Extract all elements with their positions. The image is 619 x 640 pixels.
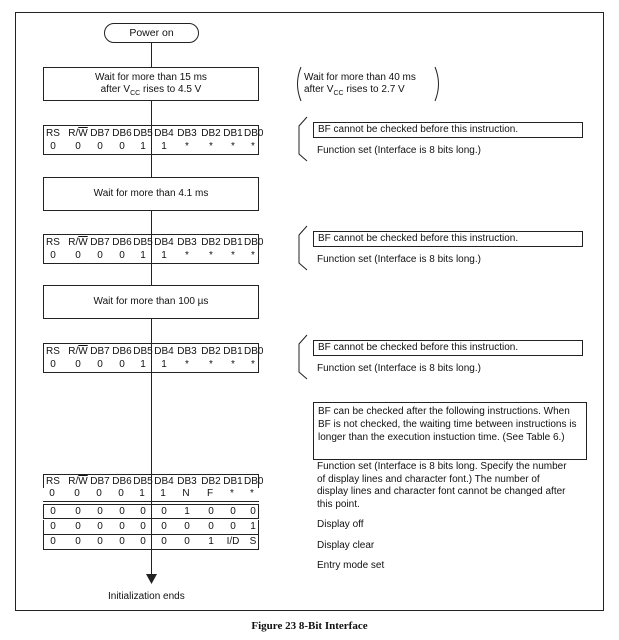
bf-cannot-note-3: BF cannot be checked before this instruction. — [313, 340, 583, 356]
entry-mode-note: Entry mode set — [317, 560, 385, 571]
register-header-row — [44, 127, 264, 140]
bit-db7: 0 — [97, 521, 103, 532]
bit-db2: F — [206, 488, 214, 499]
bit-db7: 0 — [97, 250, 103, 261]
bit-db4: 1 — [160, 488, 166, 499]
header-rs: RS — [46, 346, 60, 357]
bit-rs: 0 — [50, 250, 56, 261]
figure-caption: Figure 23 8-Bit Interface — [251, 620, 368, 632]
header-db5: DB5 — [133, 237, 153, 248]
bit-db2: * — [209, 359, 213, 370]
header-db2: DB2 — [201, 128, 221, 139]
final-row-function-set — [43, 487, 259, 502]
bit-rw: 0 — [75, 250, 81, 261]
register-value-row — [44, 140, 258, 153]
bit-db3: * — [185, 250, 189, 261]
bit-db7: 0 — [96, 488, 102, 499]
wait-40ms-line1: Wait for more than 40 ms — [304, 72, 416, 83]
bit-rw: 0 — [75, 506, 81, 517]
bit-db2: * — [209, 250, 213, 261]
header-rw: $R/\overline{W}$ — [68, 476, 88, 487]
header-db5: DB5 — [133, 128, 153, 139]
header-db3: DB3 — [177, 237, 197, 248]
header-db6: DB6 — [112, 346, 132, 357]
register-block-1 — [43, 125, 264, 155]
bit-db1: * — [231, 250, 235, 261]
register-value-row — [44, 358, 258, 371]
header-db0: DB0 — [244, 476, 264, 487]
bit-db4: 1 — [161, 359, 167, 370]
header-db6: DB6 — [112, 128, 132, 139]
function-set-note-2: Function set (Interface is 8 bits long.) — [317, 254, 481, 265]
bit-db2: 0 — [208, 521, 214, 532]
power-on-terminator — [104, 23, 199, 43]
bit-rs: 0 — [50, 536, 56, 547]
bit-db5: 0 — [140, 506, 146, 517]
brace-3-icon — [296, 334, 308, 380]
bit-db0: 0 — [250, 506, 256, 517]
header-db2: DB2 — [201, 237, 221, 248]
header-db4: DB4 — [154, 346, 174, 357]
bit-rw: 0 — [75, 521, 81, 532]
bit-rs: 0 — [49, 488, 55, 499]
bit-db6: 0 — [119, 359, 125, 370]
bf-can-note: BF can be checked after the following instructions. When BF is not checked, the waiting time between instructions is longer than the execution instuction time. (See Table 6.) — [313, 402, 587, 460]
header-db5: DB5 — [133, 346, 153, 357]
header-db0: DB0 — [244, 237, 264, 248]
header-db1: DB1 — [223, 346, 243, 357]
wait-40ms-line2: after $V_{CC}$ rises to 2.7 V — [304, 84, 405, 97]
bit-db6: 0 — [119, 250, 125, 261]
header-rw: $R/\overline{W}$ — [68, 128, 88, 139]
bit-db1: * — [231, 141, 235, 152]
header-db0: DB0 — [244, 346, 264, 357]
bit-db0: * — [251, 359, 255, 370]
wait-4-1ms-box: Wait for more than 4.1 ms — [43, 177, 259, 211]
function-set-note-3: Function set (Interface is 8 bits long.) — [317, 363, 481, 374]
header-db1: DB1 — [223, 476, 243, 487]
header-db3: DB3 — [177, 476, 197, 487]
register-block-2 — [43, 234, 264, 264]
bit-db7: 0 — [97, 506, 103, 517]
bit-db5: 1 — [140, 141, 146, 152]
bit-db0: S — [249, 536, 257, 547]
bit-rs: 0 — [50, 359, 56, 370]
bit-db6: 0 — [119, 521, 125, 532]
header-db4: DB4 — [154, 128, 174, 139]
bit-db0: * — [250, 488, 254, 499]
header-rs: RS — [46, 128, 60, 139]
bit-rw: 0 — [75, 359, 81, 370]
bit-db1: 0 — [230, 506, 236, 517]
bit-db4: 1 — [161, 250, 167, 261]
bit-db3: * — [185, 141, 189, 152]
bit-db6: 0 — [119, 141, 125, 152]
bit-db1: 0 — [230, 521, 236, 532]
header-db7: DB7 — [90, 476, 110, 487]
bit-db0: * — [251, 250, 255, 261]
bit-db5: 1 — [140, 250, 146, 261]
bit-db4: 0 — [161, 536, 167, 547]
header-db2: DB2 — [201, 476, 221, 487]
wait-15ms-line2: after $V_{CC}$ rises to 4.5 V — [100, 84, 202, 97]
header-db1: DB1 — [223, 237, 243, 248]
bit-db3: 0 — [184, 536, 190, 547]
bit-db7: 0 — [97, 141, 103, 152]
bit-rs: 0 — [50, 141, 56, 152]
bit-db5: 0 — [140, 536, 146, 547]
bit-db4: 1 — [161, 141, 167, 152]
flow-arrowhead — [146, 574, 157, 584]
bit-rs: 0 — [50, 506, 56, 517]
bit-db3: 1 — [184, 506, 190, 517]
bit-db1: I/D — [226, 536, 240, 547]
header-db6: DB6 — [112, 476, 132, 487]
header-db6: DB6 — [112, 237, 132, 248]
bit-db5: 0 — [140, 521, 146, 532]
left-paren-icon — [294, 66, 302, 102]
register-value-row — [44, 249, 258, 262]
wait-15ms-box — [43, 67, 259, 101]
right-paren-icon — [434, 66, 442, 102]
wait-15ms-line1: Wait for more than 15 ms — [95, 72, 207, 83]
bit-db2: * — [209, 141, 213, 152]
bit-db6: 0 — [119, 506, 125, 517]
wait-100us-box: Wait for more than 100 µs — [43, 285, 259, 319]
header-db3: DB3 — [177, 128, 197, 139]
bit-db2: 1 — [208, 536, 214, 547]
final-register-header — [43, 474, 264, 488]
bit-db1: * — [230, 488, 234, 499]
header-db1: DB1 — [223, 128, 243, 139]
bit-db6: 0 — [118, 488, 124, 499]
display-clear-note: Display clear — [317, 540, 375, 551]
initialization-ends-label: Initialization ends — [108, 591, 185, 602]
header-db5: DB5 — [133, 476, 153, 487]
bit-db2: 0 — [208, 506, 214, 517]
header-db0: DB0 — [244, 128, 264, 139]
bit-db5: 1 — [139, 488, 145, 499]
function-set-note-1: Function set (Interface is 8 bits long.) — [317, 145, 481, 156]
bit-db3: 0 — [184, 521, 190, 532]
header-db2: DB2 — [201, 346, 221, 357]
header-db7: DB7 — [90, 237, 110, 248]
bit-db5: 1 — [140, 359, 146, 370]
register-header-row — [44, 345, 264, 358]
register-header-row — [44, 236, 264, 249]
header-db4: DB4 — [154, 476, 174, 487]
header-db7: DB7 — [90, 128, 110, 139]
bit-db4: 0 — [161, 521, 167, 532]
bit-rs: 0 — [50, 521, 56, 532]
final-row-display-off — [43, 504, 259, 519]
bit-rw: 0 — [75, 141, 81, 152]
bit-db0: * — [251, 141, 255, 152]
bit-db0: 1 — [250, 521, 256, 532]
final-row-entry-mode — [43, 535, 259, 550]
bit-db4: 0 — [161, 506, 167, 517]
bit-db7: 0 — [97, 536, 103, 547]
bf-cannot-note-1: BF cannot be checked before this instruction. — [313, 122, 583, 138]
power-on-label: Power on — [129, 27, 174, 39]
header-db7: DB7 — [90, 346, 110, 357]
header-db4: DB4 — [154, 237, 174, 248]
bit-db7: 0 — [97, 359, 103, 370]
register-block-3 — [43, 343, 264, 373]
display-off-note: Display off — [317, 519, 364, 530]
header-rw: $R/\overline{W}$ — [68, 346, 88, 357]
function-set-full-note: Function set (Interface is 8 bits long. Specify the number of display lines and character font.) The number of display lines and character font cannot be changed after this point. — [317, 461, 567, 510]
bit-db1: * — [231, 359, 235, 370]
bit-rw: 0 — [75, 536, 81, 547]
header-rw: $R/\overline{W}$ — [68, 237, 88, 248]
brace-2-icon — [296, 225, 308, 271]
header-db3: DB3 — [177, 346, 197, 357]
bit-db3: N — [182, 488, 190, 499]
wait-40ms-note — [304, 72, 439, 100]
bf-cannot-note-2: BF cannot be checked before this instruction. — [313, 231, 583, 247]
header-rs: RS — [46, 476, 60, 487]
header-rs: RS — [46, 237, 60, 248]
brace-1-icon — [296, 116, 308, 162]
bit-rw: 0 — [74, 488, 80, 499]
bit-db3: * — [185, 359, 189, 370]
bit-db6: 0 — [119, 536, 125, 547]
final-row-display-clear — [43, 520, 259, 535]
